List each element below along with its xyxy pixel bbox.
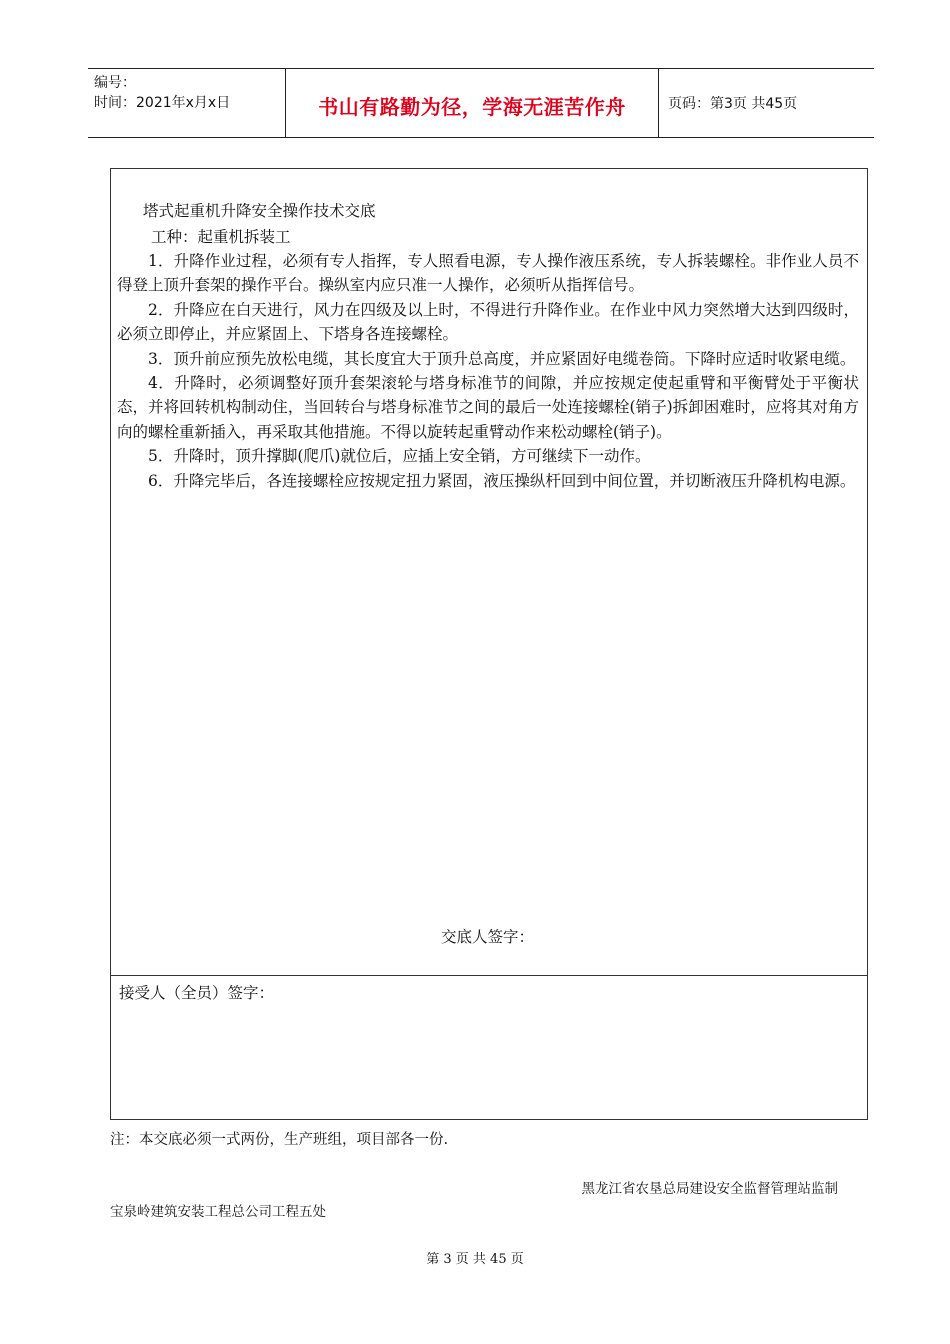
signer-label: 交底人签字：: [441, 928, 535, 946]
document-body: [117, 249, 859, 493]
form-divider: [111, 975, 867, 976]
time-label: 时间：2021年x月x日: [94, 95, 231, 111]
issuer: 黑龙江省农垦总局建设安全监督管理站监制: [581, 1181, 838, 1197]
page-number: 第 3 页 共 45 页: [426, 1252, 524, 1267]
header-motto: 书山有路勤为径，学海无涯苦作舟: [318, 95, 626, 119]
company: 宝泉岭建筑安装工程总公司工程五处: [110, 1204, 326, 1220]
paragraph: 6．升降完毕后，各连接螺栓应按规定扭力紧固，液压操纵杆回到中间位置，并切断液压升降机构电源。: [148, 471, 856, 490]
document-title: 塔式起重机升降安全操作技术交底: [143, 202, 376, 220]
paragraph: 3．顶升前应预先放松电缆，其长度宜大于顶升总高度，并应紧固好电缆卷筒。下降时应适时收紧电缆。: [148, 349, 856, 368]
header-page-info: 页码：第3页 共45页: [668, 96, 798, 112]
receiver-label: 接受人（全员）签字：: [119, 984, 275, 1002]
number-label: 编号：: [94, 75, 136, 91]
header-divider: [658, 69, 659, 137]
paragraph: 4．升降时，必须调整好顶升套架滚轮与塔身标准节的间隙，并应按规定使起重臂和平衡臂处于平衡状态，并将回转机构制动住，当回转台与塔身标准节之间的最后一处连接螺栓(销子)拆卸困难时，应将其对角方向的螺栓重新插入，再采取其他措施。不得以旋转起重臂动作来松动螺栓(销子)。: [117, 374, 859, 441]
paragraph: 2．升降应在白天进行，风力在四级及以上时，不得进行升降作业。在作业中风力突然增大达到四级时，必须立即停止，并应紧固上、下塔身各连接螺栓。: [117, 300, 859, 344]
paragraph: 1．升降作业过程，必须有专人指挥，专人照看电源，专人操作液压系统，专人拆装螺栓。非作业人员不得登上顶升套架的操作平台。操纵室内应只准一人操作，必须听从指挥信号。: [117, 252, 859, 295]
work-type: 工种：起重机拆装工: [151, 228, 291, 246]
paragraph: 5．升降时，顶升撑脚(爬爪)就位后，应插上安全销，方可继续下一动作。: [148, 447, 651, 466]
page-header: [88, 68, 874, 138]
header-meta: [94, 73, 230, 113]
disclosure-form: [110, 168, 868, 1120]
footnote: 注：本交底必须一式两份，生产班组，项目部各一份.: [110, 1132, 449, 1148]
